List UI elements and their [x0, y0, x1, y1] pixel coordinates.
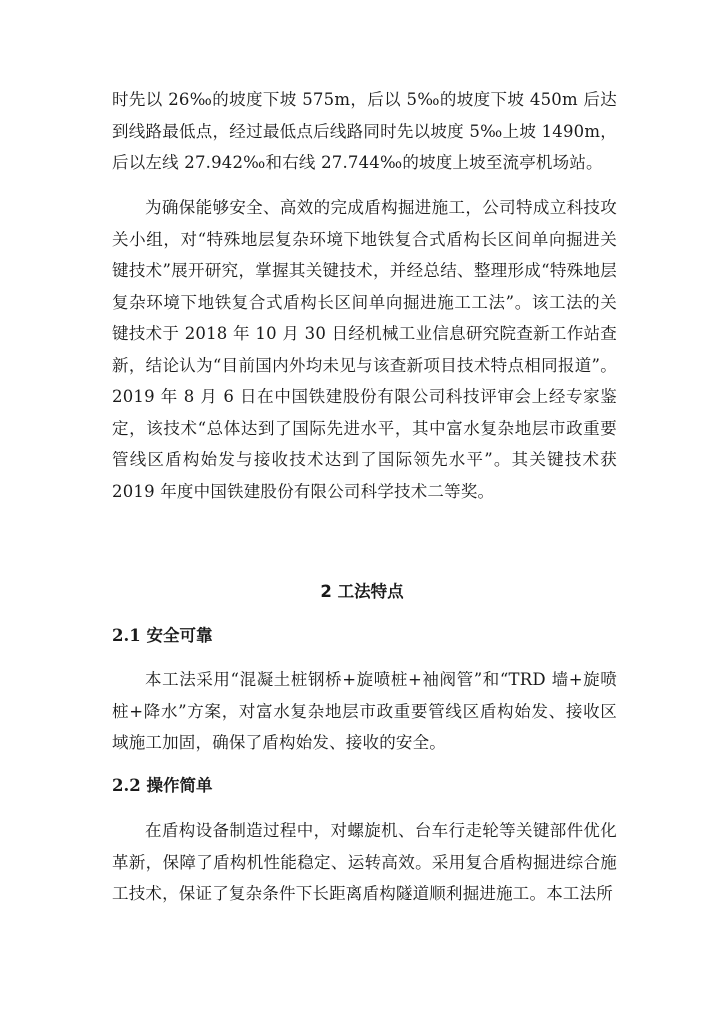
paragraph-gradient-description: 时先以 26‰的坡度下坡 575m，后以 5‰的坡度下坡 450m 后达到线路最低点，经过最低点后线路同时先以坡度 5‰上坡 1490m，后以左线 27.942‰和右线 27.744‰的坡度上坡至流亭机场站。 — [112, 90, 617, 172]
paragraph-research-background: 为确保能够安全、高效的完成盾构掘进施工，公司特成立科技攻关小组，对“特殊地层复杂环境下地铁复合式盾构长区间单向掘进关键技术”展开研究，掌握其关键技术，并经总结、整理形成“特殊地层复杂环境下地铁复合式盾构长区间单向掘进施工工法”。该工法的关键技术于 2018 年 10 月 30 日经机械工业信息研究院查新工作站查新，结论认为“目前国内外均未见与该查新项目技术特点相同报道”。2019 年 8 月 6 日在中国铁建股份有限公司科技评审会上经专家鉴定，该技术“总体达到了国际先进水平，其中富水复杂地层市政重要管线区盾构始发与接收技术达到了国际领先水平”。其关键技术获 2019 年度中国铁建股份有限公司科学技术二等奖。 — [112, 198, 617, 501]
section-title-method-features: 2 工法特点 — [320, 582, 404, 601]
paragraph-operation: 在盾构设备制造过程中，对螺旋机、台车行走轮等关键部件优化革新，保障了盾构机性能稳定、运转高效。采用复合盾构掘进综合施工技术，保证了复杂条件下长距离盾构隧道顺利掘进施工。本工法所 — [112, 821, 617, 903]
subsection-heading-safety: 2.1 安全可靠 — [112, 626, 213, 645]
paragraph-safety: 本工法采用“混凝土桩钢桥+旋喷桩+袖阀管”和“TRD 墙+旋喷桩+降水”方案，对富水复杂地层市政重要管线区盾构始发、接收区域施工加固，确保了盾构始发、接收的安全。 — [112, 670, 617, 752]
subsection-heading-operation: 2.2 操作简单 — [112, 776, 213, 795]
